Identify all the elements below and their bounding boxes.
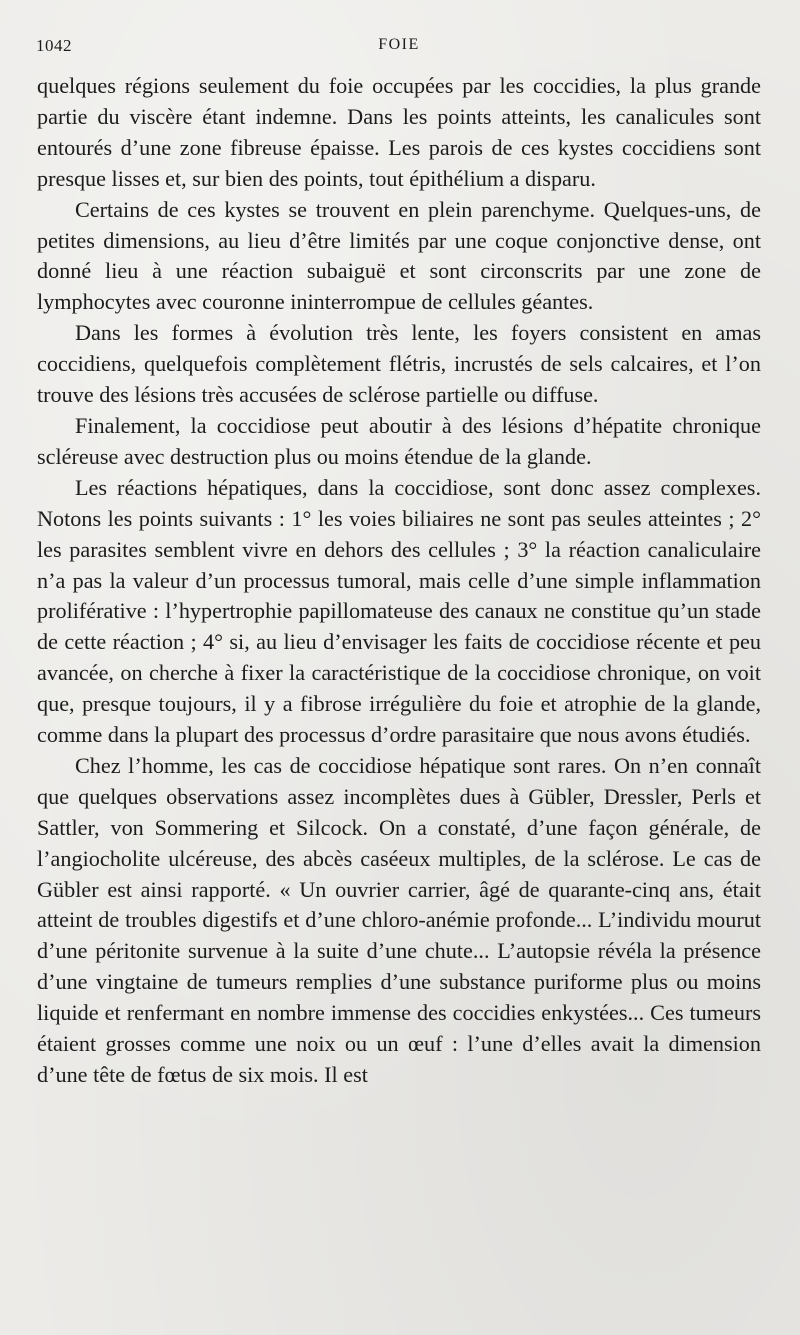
running-head: FOIE — [378, 36, 420, 53]
body-text — [37, 71, 761, 1091]
paragraph-2: Certains de ces kystes se trouvent en plein parenchyme. Quelques-uns, de petites dimensions, au lieu d’être limités par une coque conjonctive dense, ont donné lieu à une réaction subaiguë et sont circonscrits par une zone de lymphocytes avec couronne ininterrompue de cellules géantes. — [37, 196, 761, 315]
page-number: 1042 — [36, 36, 72, 55]
page-header — [36, 36, 762, 60]
paragraph-3: Dans les formes à évolution très lente, les foyers consistent en amas coccidiens, quelquefois complètement flétris, incrustés de sels calcaires, et l’on trouve des lésions très accusées de sclérose partielle ou diffuse. — [37, 320, 761, 408]
paragraph-1: quelques régions seulement du foie occupées par les coccidies, la plus grande partie du viscère étant indemne. Dans les points atteints, les canalicules sont entourés d’une zone fibreuse épaisse. Les parois de ces kystes coccidiens sont presque lisses et, sur bien des points, tout épithélium a disparu. — [37, 73, 761, 191]
paragraph-5: Les réactions hépatiques, dans la coccidiose, sont donc assez complexes. Notons les points suivants : 1° les voies biliaires ne sont pas seules atteintes ; 2° les parasites semblent vivre en dehors des cellules ; 3° la réaction canaliculaire n’a pas la valeur d’un processus tumoral, mais celle d’une simple inflammation proliférative : l’hypertrophie papillomateuse des canaux ne constitue qu’un stade de cette réaction ; 4° si, au lieu d’envisager les faits de coccidiose récente et peu avancée, on cherche à fixer la caractéristique de la coccidiose chronique, on voit que, presque toujours, il y a fibrose irrégulière du foie et atrophie de la glande, comme dans la plupart des processus d’ordre parasitaire que nous avons étudiés. — [37, 474, 761, 748]
paragraph-6: Chez l’homme, les cas de coccidiose hépatique sont rares. On n’en connaît que quelques observations assez incomplètes dues à Gübler, Dressler, Perls et Sattler, von Sommering et Silcock. On a constaté, d’une façon générale, de l’angiocholite ulcéreuse, des abcès caséeux multiples, de la sclérose. Le cas de Gübler est ainsi rapporté. « Un ouvrier carrier, âgé de quarante-cinq ans, était atteint de troubles digestifs et d’une chloro-anémie profonde... L’individu mourut d’une péritonite survenue à la suite d’une chute... L’autopsie révéla la présence d’une vingtaine de tumeurs remplies d’une substance puriforme plus ou moins liquide et renfermant en nombre immense des coccidies enkystées... Ces tumeurs étaient grosses comme une noix ou un œuf : l’une d’elles avait la dimension d’une tête de fœtus de six mois. Il est — [37, 752, 761, 1087]
paragraph-4: Finalement, la coccidiose peut aboutir à des lésions d’hépatite chronique scléreuse avec destruction plus ou moins étendue de la glande. — [37, 412, 761, 469]
